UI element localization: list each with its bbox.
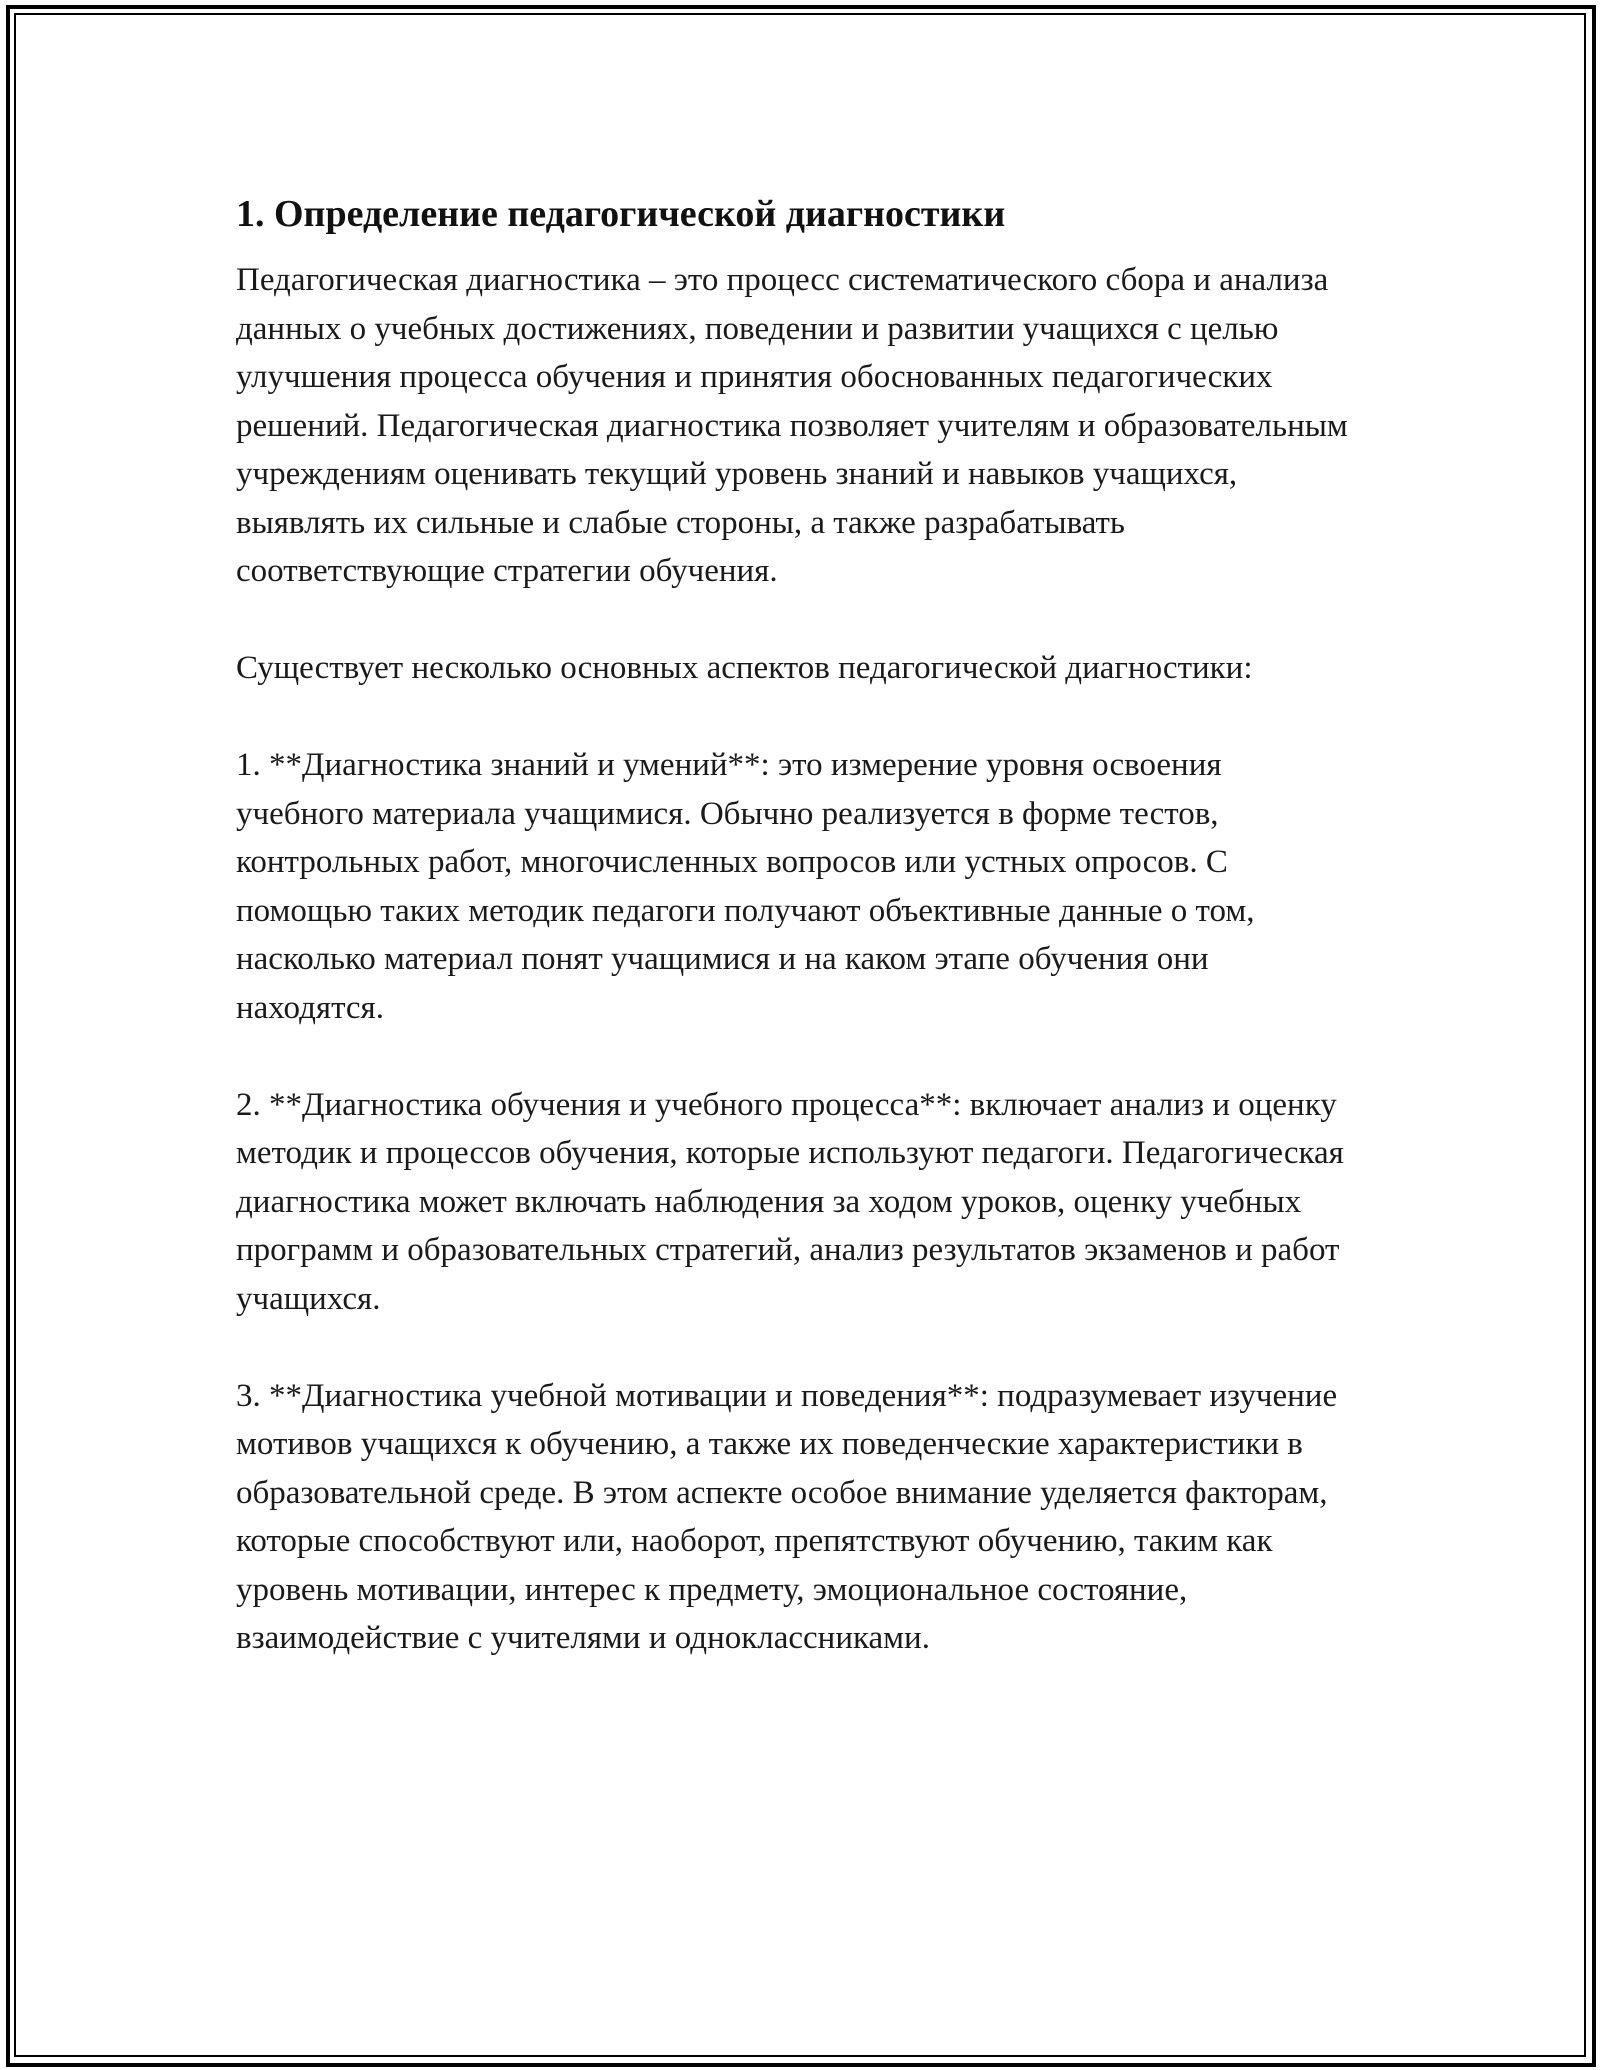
- section-title: 1. Определение педагогической диагностики: [236, 193, 1006, 235]
- document-body: [236, 186, 1356, 1663]
- paragraph-definition: Педагогическая диагностика – это процесс систематического сбора и анализа данных о учебных достижениях, поведении и развитии учащихся с целью улучшения процесса обучения и принятия обоснованных педагогических решений. Педагогическая диагностика позволяет учителям и образовательным учреждениям оценивать текущий уровень знаний и навыков учащихся, выявлять их сильные и слабые стороны, а также разрабатывать соответствующие стратегии обучения.: [236, 262, 1348, 589]
- paragraph-aspects-intro: Существует несколько основных аспектов педагогической диагностики:: [236, 650, 1253, 686]
- paragraph-aspect-3: 3. **Диагностика учебной мотивации и поведения**: подразумевает изучение мотивов учащихся к обучению, а также их поведенческие характеристики в образовательной среде. В этом аспекте особое внимание уделяется факторам, которые способствуют или, наоборот, препятствуют обучению, таким как уровень мотивации, интерес к предмету, эмоциональное состояние, взаимодействие с учителями и одноклассниками.: [236, 1377, 1338, 1656]
- paragraph-aspect-1: 1. **Диагностика знаний и умений**: это измерение уровня освоения учебного материала учащимися. Обычно реализуется в форме тестов, контрольных работ, многочисленных вопросов или устных опросов. С помощью таких методик педагоги получают объективные данные о том, насколько материал понят учащимися и на каком этапе обучения они находятся.: [236, 747, 1255, 1026]
- paragraph-aspect-2: 2. **Диагностика обучения и учебного процесса**: включает анализ и оценку методик и процессов обучения, которые используют педагоги. Педагогическая диагностика может включать наблюдения за ходом уроков, оценку учебных программ и образовательных стратегий, анализ результатов экзаменов и работ учащихся.: [236, 1086, 1344, 1317]
